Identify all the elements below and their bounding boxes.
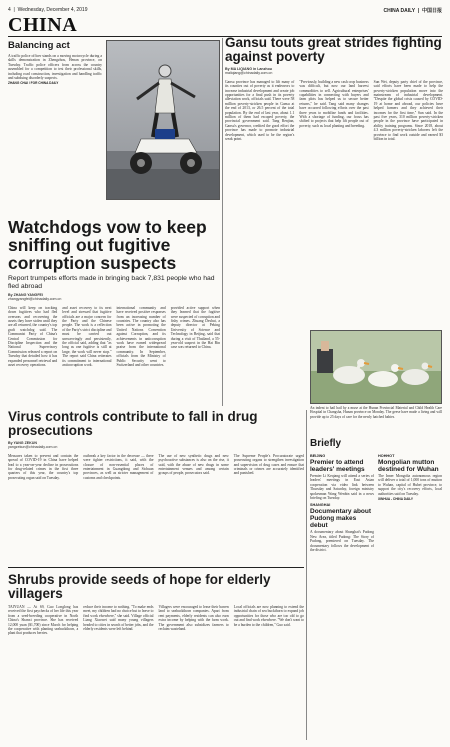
brief-headline: Documentary about Pudong makes debut bbox=[310, 508, 372, 530]
motorcycle-photo bbox=[106, 40, 220, 200]
virus-col-2: outbreak a key factor in the decrease — there were tighter restrictions, it said, with the closure of non-essential places of entertainment in Guangdong and Sichuan provinces, as well as stricter management of customs and checkpoints. bbox=[83, 453, 154, 480]
virus-col-3: The use of new synthetic drugs and new psychoactive substances is also on the rise, it said, with the abuse of new drugs in some entertainment venues and among certain groups of people, prosecutors said. bbox=[158, 453, 229, 476]
briefly-credit: XINHUA - CHINA DAILY bbox=[378, 497, 414, 502]
shrubs-col-4: Local officials are now planning to extend the industrial chain of sea buckthorn to expand job opportunities for those who are too old to go out and find work elsewhere. "We don't want to be a burden to the children," Guo said. bbox=[233, 605, 304, 627]
geese-caption: An indent to hail hail by a muse at the Hunan Provincial Material and Child Health Care Hospital in Changsha, Hunan province on Monday. The geese have made a living and will provide up to 25 days of care for the newly hatched babies. bbox=[310, 406, 442, 419]
gansu-col-3: Sun Wei, deputy party chief of the province, said efforts have been made to help the poverty-stricken population move into the mainstream of industrial development. "Despite the global crisis caused by COVID-19 at home and abroad, our policies have helped farmers and they achieved their incomes for the first time," Sun said. In the past five years, 310 million poverty-stricken people in the province have participated in ability training programs. Since 2018, about 4.3 million poverty-stricken laborers left the province to find work outside and earned $3 billion in total. bbox=[373, 79, 443, 142]
shrubs-col-1: TAIYUAN — At 69, Guo Longlong has received the first paychecks of her life this year from a seed-breeding cooperative in North China's Shanxi province. She has received 12,000 yuan ($1,700) since March for helping the cooperative with planting seabuckthorn, a plant that produces berries. bbox=[8, 605, 79, 636]
shrubs-col-2: reduce their income to nothing. "To make ends meet, my children had no choice but to leave to find work elsewhere," she said. Village official Liang Xiaowei said many young villagers headed to cities in search of better jobs, and the elderly residents were left behind. bbox=[83, 605, 154, 632]
section-title: CHINA bbox=[8, 14, 78, 36]
column-divider bbox=[222, 38, 223, 406]
watchdog-headline: Watchdogs vow to keep sniffing out fugitive corruption suspects bbox=[8, 217, 207, 273]
brief-text: Premier Li Keqiang will attend a series of leaders' meetings in East Asian cooperation via video link between Thursday and Saturday, foreign ministry spokesman Wang Wenbin said in a news briefing on Tuesday. bbox=[310, 474, 374, 501]
paper-name-cn: 中国日报 bbox=[421, 7, 442, 14]
watchdog-deck: Report trumpets efforts made in bringing back 7,831 people who had fled abroad bbox=[8, 275, 215, 290]
briefly-column bbox=[310, 438, 442, 552]
brief-location: HOHHOT bbox=[378, 454, 395, 458]
virus-email: yangzekun@chinadaily.com.cn bbox=[8, 445, 58, 450]
watchdog-col-2: and asset recovery to its next level and stressed that fugitive officials are a major concern for the Party and the Chinese people. The work is a reflection of the Party's strict discipline and must be carried out unswervingly and persistently, the official said, adding that "as long as one fugitive is still at large, the work will never stop." The report said China reiterates its commitment to international anticorruption work. bbox=[62, 305, 112, 368]
shrubs-col-3: Villagers were encouraged to lease their barren land to seabuckthorn companies. Apart from rent payments, elderly residents can also earn extra income by helping with the farm work. The government also subsidizes farmers to reclaim wasteland. bbox=[158, 605, 229, 632]
header-left: 4 | Wednesday, December 4, 2019 bbox=[8, 7, 88, 13]
issue-date: Wednesday, December 4, 2019 bbox=[17, 7, 88, 13]
paper-name: CHINA DAILY bbox=[383, 7, 416, 14]
gansu-col-1: Gansu province has managed to lift many of its counties out of poverty as it endeavors to increase industrial development and create job opportunities for a final push in its poverty alleviation work, officials said. There were 58 million poverty-stricken people in Gansu at the end of 2013, or 26.5 percent of the total population. By the end of last year, about 1.1 million of them had escaped poverty, the provincial government said. Tang Renjian, Gansu's governor, credited the good effort the province has made to promote industrial development, which used to be the region's weak point. bbox=[225, 79, 295, 142]
watchdog-byline: By ZHANG YANGFEI bbox=[8, 293, 43, 297]
brief-headline: Premier to attend leaders' meetings bbox=[310, 459, 365, 473]
virus-byline: By YANG ZEKUN bbox=[8, 441, 37, 445]
article-shrubs bbox=[8, 573, 304, 636]
brief-location: SHANGHAI bbox=[310, 503, 331, 508]
virus-col-1: Measures taken to prevent and contain the spread of COVID-19 in China have helped lead to a year-on-year decline in prosecutions for drug-related crimes in the first three quarters of this year, the country's top prosecuting organ said on Tuesday. bbox=[8, 453, 79, 480]
gansu-col-2: "Previously, building a new cash crop business was difficult, but now our land harvest commodities to sell. Agricultural enterprises' capabilities in connecting with buyers and farm plots has helped us to secure better returns," he said. Tang said many changes have occurred following efforts over the past three years to mobilize funds and facilities. With a shortage of funding, our focus has shifted to projects that help lift people out of poverty, such as local planting and breeding. bbox=[299, 79, 369, 128]
shrubs-headline: Shrubs provide seeds of hope for elderly villagers bbox=[8, 572, 271, 601]
briefly-col-right bbox=[378, 451, 442, 552]
balancing-credit: ZHANG CHAI / FOR CHINA DAILY bbox=[8, 81, 59, 86]
geese-photo bbox=[310, 330, 442, 404]
briefly-title: Briefly bbox=[310, 438, 342, 449]
brief-headline: Mongolian mutton destined for Wuhan bbox=[378, 459, 439, 473]
balancing-caption: A traffic police officer stands on a moving motorcycle during a skills demonstration in Zhengzhou, Henan province, on Tuesday. Traffic police officers from across the country assembled for a competition to test their professional skills, including road construction, investigation and handling traffic and subduing disorderly suspects. bbox=[8, 54, 102, 81]
brief-text: The Inner Mongolia autonomous region will deliver a total of 1,000 tons of mutton to Wuhan, capital of Hubei province, to support the city's recovery efforts, local authorities said on Tuesday. bbox=[378, 474, 442, 496]
watchdog-col-3: international community and have received positive responses from an increasing number of countries. The country also has been active in promoting the United Nations Convention against Corruption, and its achievements in anticorruption work have earned widespread praise from the international community. In September, officials from the Ministry of Public Security went to Switzerland and other countries. bbox=[116, 305, 166, 368]
watchdog-email: zhangyangfei@chinadaily.com.cn bbox=[8, 297, 62, 302]
virus-col-4: The Supreme People's Procuratorate urged prosecuting organs to strengthen investigation and supervision of drug cases and ensure that criminals or crimes are accurately identified and punished. bbox=[233, 453, 304, 476]
page-number: 4 bbox=[8, 7, 11, 13]
watchdog-col-1: China will keep on tracking down fugitives who had fled overseas and recovering the assets they have stolen until they are all returned, the country's top graft watchdog said. The Communist Party of China's Central Commission for Discipline Inspection and the National Supervisory Commission released a report on Tuesday that detailed how it has expanded personnel retrieval and asset recovery operations. bbox=[8, 305, 58, 368]
brief-text: A documentary about Shanghai's Pudong New Area, titled Pudong: The Story of Pudong, premiered on Tuesday. The documentary follows the development of the district. bbox=[310, 530, 374, 553]
section-rule bbox=[8, 567, 304, 568]
gansu-email: maliqiang@chinadaily.com.cn bbox=[225, 71, 273, 76]
gansu-byline: By MA LIQIANG in Lanzhou bbox=[225, 67, 272, 71]
photo-story-balancing bbox=[8, 40, 102, 85]
virus-headline: Virus controls contribute to fall in drug prosecutions bbox=[8, 409, 258, 438]
article-watchdogs bbox=[8, 218, 220, 368]
balancing-title: Balancing act bbox=[8, 40, 70, 51]
article-virus bbox=[8, 410, 304, 480]
brief-location: BEIJING bbox=[310, 454, 326, 458]
article-gansu bbox=[225, 36, 443, 142]
watchdog-col-4: provided active support when they learned that the fugitive were suspected of corruption and fishy crimes. Zhuang Deshui, a deputy director at Peking University of Science and Technology in Beijing, said that during a visit of Thailand, a 55-year-old suspect in the Hai Bin case was returned to China. bbox=[170, 305, 220, 350]
briefly-divider bbox=[306, 410, 307, 740]
header-right: CHINA DAILY | 中国日报 bbox=[383, 7, 442, 14]
briefly-col-left bbox=[310, 451, 374, 552]
gansu-headline: Gansu touts great strides fighting against poverty bbox=[225, 35, 442, 64]
